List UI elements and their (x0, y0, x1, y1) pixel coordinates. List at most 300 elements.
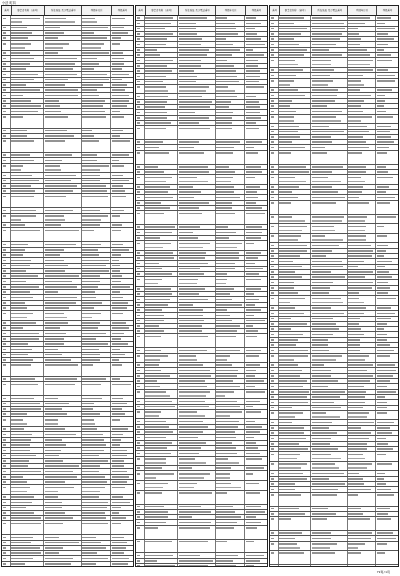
table-cell (111, 194, 133, 207)
table-cell (216, 405, 246, 409)
table-cell (111, 485, 133, 494)
table-cell (111, 173, 133, 177)
table-cell (11, 93, 44, 97)
table-cell (82, 516, 112, 520)
table-cell (111, 475, 133, 479)
table-cell (270, 58, 279, 67)
table-cell (2, 485, 11, 494)
table-cell (11, 480, 44, 484)
table-cell (216, 324, 246, 328)
table-cell (376, 306, 398, 310)
table-cell (270, 140, 279, 144)
table-cell (2, 36, 11, 40)
table-cell (178, 16, 215, 20)
table-cell (2, 535, 11, 539)
table-cell (82, 83, 112, 87)
table-cell (82, 301, 112, 305)
table-cell (376, 104, 398, 108)
table-cell (145, 201, 178, 205)
table-cell (2, 258, 11, 262)
table-cell (279, 286, 311, 290)
table-cell (270, 348, 279, 352)
table-cell (376, 280, 398, 284)
table-cell (178, 505, 215, 509)
table-cell (111, 396, 133, 400)
table-cell (178, 185, 215, 189)
table-cell (2, 67, 11, 71)
table-cell (348, 426, 377, 430)
table-cell (178, 425, 215, 429)
table-cell (376, 542, 398, 551)
table-cell (376, 37, 398, 41)
table-cell (311, 201, 347, 214)
table-cell (136, 16, 145, 20)
table-cell (82, 242, 112, 246)
table-cell (11, 448, 44, 452)
table-cell (348, 16, 377, 20)
table-cell (245, 405, 267, 409)
table-cell (311, 296, 347, 305)
table-cell (11, 382, 44, 395)
table-cell (311, 322, 347, 326)
table-cell (311, 343, 347, 347)
table-cell (348, 447, 377, 451)
table-cell (376, 536, 398, 540)
table-cell (245, 256, 267, 260)
table-cell (216, 211, 246, 224)
table-cell (2, 521, 11, 534)
table-cell (145, 308, 178, 312)
table-cell (270, 420, 279, 424)
header-cell: 登録年月日 (348, 6, 377, 15)
table-cell (178, 110, 215, 114)
table-cell (82, 248, 112, 252)
table-cell (82, 16, 112, 25)
table-cell (270, 254, 279, 258)
table-cell (11, 377, 44, 381)
table-cell (11, 516, 44, 520)
table-cell (2, 480, 11, 484)
table-cell (82, 208, 112, 212)
table-cell (178, 261, 215, 265)
table-cell (245, 390, 267, 399)
table-cell (311, 379, 347, 383)
table-cell (376, 471, 398, 475)
table-cell (311, 280, 347, 284)
table-cell (311, 190, 347, 194)
table-cell (136, 390, 145, 399)
table-cell (178, 390, 215, 399)
table-cell (270, 332, 279, 336)
table-cell (311, 462, 347, 471)
table-cell (145, 80, 178, 84)
table-cell (178, 368, 215, 372)
table-cell (145, 267, 178, 271)
table-cell (348, 270, 377, 274)
table-cell (279, 306, 311, 310)
table-cell (2, 253, 11, 257)
table-cell (82, 535, 112, 539)
table-cell (311, 99, 347, 103)
table-cell (136, 116, 145, 120)
table-cell (136, 42, 145, 46)
table-cell (136, 190, 145, 194)
table-cell (11, 189, 44, 193)
table-cell (136, 451, 145, 455)
table-cell (311, 395, 347, 399)
table-cell (216, 559, 246, 563)
table-cell (111, 184, 133, 188)
table-cell (245, 126, 267, 139)
table-cell (216, 451, 246, 455)
table-cell (270, 512, 279, 516)
table-cell (279, 201, 311, 214)
table-cell (348, 249, 377, 253)
table-cell (82, 93, 112, 97)
table-cell (279, 280, 311, 284)
table-cell (11, 546, 44, 550)
table-cell (11, 194, 44, 207)
table-cell (136, 446, 145, 450)
table-cell (145, 277, 178, 286)
table-cell (145, 42, 178, 46)
table-cell (216, 329, 246, 333)
table-row (136, 277, 267, 287)
table-cell (44, 214, 81, 223)
table-cell (178, 140, 215, 144)
table-cell (178, 446, 215, 450)
table-cell (311, 327, 347, 331)
table-cell (216, 384, 246, 388)
table-cell (270, 104, 279, 108)
table-cell (376, 68, 398, 72)
table-cell (11, 179, 44, 183)
table-cell (178, 74, 215, 78)
table-cell (44, 228, 81, 241)
table-cell (178, 384, 215, 388)
table-cell (145, 510, 178, 514)
table-cell (2, 551, 11, 555)
table-cell (270, 195, 279, 199)
table-cell (311, 471, 347, 475)
table-cell (11, 248, 44, 252)
table-cell (216, 69, 246, 73)
table-cell (311, 135, 347, 139)
table-cell (245, 425, 267, 429)
table-cell (376, 487, 398, 491)
table-cell (311, 21, 347, 25)
table-cell (279, 379, 311, 383)
table-cell (2, 469, 11, 473)
table-cell (44, 88, 81, 92)
table-cell (111, 93, 133, 97)
table-cell (82, 311, 112, 320)
table-cell (2, 407, 11, 411)
table-cell (2, 109, 11, 113)
table-cell (82, 363, 112, 376)
header-cell: 所在地址 及び電話番号 (45, 6, 82, 15)
table-cell (216, 145, 246, 149)
table-cell (145, 272, 178, 276)
table-cell (270, 322, 279, 326)
table-cell (44, 427, 81, 431)
table-cell (44, 115, 81, 128)
table-cell (245, 151, 267, 164)
table-cell (2, 83, 11, 87)
table-cell (279, 58, 311, 67)
table-cell (2, 402, 11, 406)
table-cell (136, 37, 145, 41)
table-cell (245, 430, 267, 434)
table-cell (311, 348, 347, 352)
table-cell (311, 338, 347, 342)
table-cell (111, 358, 133, 362)
table-cell (2, 189, 11, 193)
table-cell (270, 542, 279, 551)
table-cell (178, 363, 215, 367)
table-cell (82, 78, 112, 82)
table-cell (11, 26, 44, 30)
table-cell (376, 243, 398, 247)
table-cell (216, 292, 246, 296)
table-cell (136, 151, 145, 164)
table-cell (82, 454, 112, 458)
table-cell (216, 185, 246, 189)
table-cell (178, 374, 215, 378)
table-cell (279, 406, 311, 410)
table-cell (279, 512, 311, 516)
table-cell (111, 99, 133, 103)
table-cell (376, 195, 398, 199)
table-cell (82, 56, 112, 60)
table-cell (136, 261, 145, 265)
table-cell (178, 441, 215, 445)
table-cell (2, 311, 11, 320)
table-cell (44, 104, 81, 108)
table-cell (11, 321, 44, 325)
table-cell (279, 93, 311, 97)
table-cell (348, 395, 377, 399)
table-cell (2, 321, 11, 325)
table-cell (279, 170, 311, 174)
table-cell (2, 295, 11, 299)
table-cell (11, 337, 44, 341)
table-cell (270, 311, 279, 315)
table-cell (279, 296, 311, 305)
table-cell (82, 506, 112, 510)
table-cell (245, 37, 267, 41)
table-cell (145, 520, 178, 524)
table-cell (44, 189, 81, 193)
table-cell (82, 88, 112, 92)
table-cell (348, 332, 377, 336)
table-cell (270, 224, 279, 233)
table-cell (376, 551, 398, 564)
table-cell (11, 551, 44, 555)
table-cell (82, 129, 112, 133)
table-cell (279, 270, 311, 274)
table-cell (2, 208, 11, 212)
table-cell (44, 194, 81, 207)
table-cell (44, 153, 81, 157)
table-cell (111, 301, 133, 305)
table-cell (348, 145, 377, 149)
table-cell (136, 526, 145, 539)
table-cell (245, 505, 267, 509)
table-cell (279, 88, 311, 92)
table-cell (111, 109, 133, 113)
table-cell (2, 99, 11, 103)
table-cell (82, 500, 112, 504)
table-cell (82, 402, 112, 406)
table-cell (136, 466, 145, 470)
table-cell (279, 99, 311, 103)
table-cell (216, 190, 246, 194)
table-cell (111, 311, 133, 320)
table-row (136, 457, 267, 467)
table-cell (82, 67, 112, 71)
table-cell (348, 411, 377, 420)
table-cell (279, 390, 311, 394)
table-cell (82, 285, 112, 289)
table-cell (311, 124, 347, 128)
table-cell (145, 140, 178, 144)
table-cell (2, 264, 11, 268)
table-cell (2, 248, 11, 252)
table-cell (270, 151, 279, 164)
table-cell (270, 27, 279, 31)
table-cell (279, 291, 311, 295)
table-cell (136, 251, 145, 255)
table-cell (279, 195, 311, 199)
table-cell (82, 173, 112, 177)
table-cell (44, 51, 81, 55)
table-cell (2, 26, 11, 30)
table-cell (44, 78, 81, 82)
table-cell (279, 354, 311, 363)
table-cell (44, 279, 81, 283)
table-cell (145, 410, 178, 419)
table-cell (178, 256, 215, 260)
table-cell (216, 175, 246, 184)
table-cell (311, 487, 347, 491)
table-cell (376, 48, 398, 52)
table-cell (11, 36, 44, 40)
table-cell (311, 374, 347, 378)
document-title: 小渋 町四 (2, 1, 16, 5)
table-cell (178, 151, 215, 164)
table-cell (11, 279, 44, 283)
table-cell (348, 280, 377, 284)
table-cell (216, 64, 246, 68)
table-row (2, 311, 133, 321)
table-cell (270, 374, 279, 378)
table-cell (279, 21, 311, 25)
table-cell (178, 329, 215, 333)
table-cell (311, 565, 347, 567)
table-cell (44, 342, 81, 346)
table-cell (11, 158, 44, 162)
table-cell (111, 72, 133, 76)
table-cell (348, 93, 377, 97)
table-cell (270, 21, 279, 25)
table-cell (270, 411, 279, 420)
table-cell (136, 32, 145, 36)
table-cell (376, 374, 398, 378)
table-cell (145, 121, 178, 125)
table-cell (178, 457, 215, 466)
table-cell (270, 291, 279, 295)
table-header (136, 6, 267, 16)
table-cell (348, 442, 377, 446)
table-cell (270, 42, 279, 46)
table-cell (245, 145, 267, 149)
table-cell (2, 511, 11, 515)
table-cell (178, 471, 215, 480)
table-cell (145, 526, 178, 539)
table-cell (82, 382, 112, 395)
table-cell (44, 377, 81, 381)
table-cell (111, 407, 133, 411)
table-cell (2, 459, 11, 463)
table-cell (270, 531, 279, 535)
table-cell (216, 165, 246, 169)
table-cell (2, 448, 11, 452)
table-cell (145, 165, 178, 169)
table-cell (145, 292, 178, 296)
table-row (136, 334, 267, 348)
table-cell (216, 446, 246, 450)
table-cell (348, 286, 377, 290)
table-cell (11, 301, 44, 305)
table-cell (111, 438, 133, 442)
table-row (136, 481, 267, 491)
table-cell (82, 41, 112, 50)
table-cell (2, 158, 11, 162)
table-cell (2, 129, 11, 133)
table-cell (11, 83, 44, 87)
table-cell (44, 269, 81, 273)
table-cell (82, 258, 112, 262)
table-row (2, 41, 133, 51)
table-cell (44, 511, 81, 515)
table-cell (111, 454, 133, 458)
table-cell (44, 311, 81, 320)
table-cell (270, 406, 279, 410)
table-cell (245, 297, 267, 301)
table-cell (376, 27, 398, 31)
table-cell (279, 374, 311, 378)
table-cell (145, 190, 178, 194)
table-cell (348, 374, 377, 378)
table-cell (178, 515, 215, 519)
table-cell (279, 185, 311, 189)
table-cell (178, 277, 215, 286)
table-cell (136, 165, 145, 169)
table-cell (216, 368, 246, 372)
table-cell (279, 317, 311, 321)
table-row (270, 151, 398, 165)
table-cell (11, 521, 44, 534)
table-cell (311, 536, 347, 540)
table-cell (145, 390, 178, 399)
table-cell (348, 363, 377, 367)
table-cell (348, 140, 377, 144)
table-cell (376, 58, 398, 67)
table-cell (216, 110, 246, 114)
table-cell (216, 419, 246, 423)
table-cell (216, 42, 246, 46)
